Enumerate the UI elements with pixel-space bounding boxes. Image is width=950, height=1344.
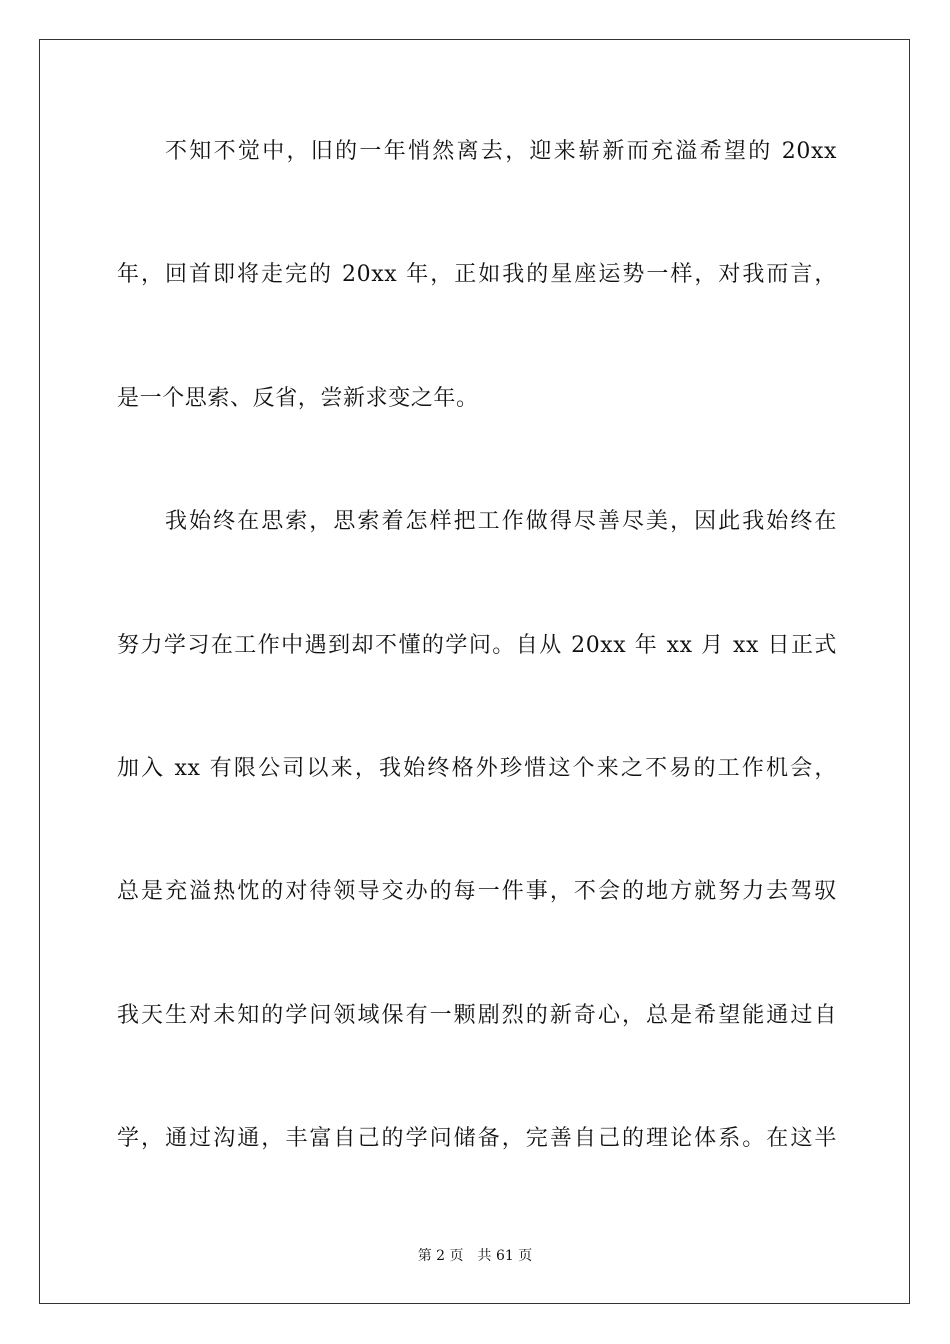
total-pages: 共 61 页 [477,1248,533,1264]
page-footer [0,1247,950,1265]
text-line-2: 年，回首即将走完的 20xx 年，正如我的星座运势一样，对我而言， [117,262,837,287]
text-line-9: 学，通过沟通，丰富自己的学问储备，完善自己的理论体系。在这半 [117,1126,837,1151]
text-line-8: 我天生对未知的学问领域保有一颗剧烈的新奇心，总是希望能通过自 [117,1003,837,1028]
text-line-6: 加入 xx 有限公司以来，我始终格外珍惜这个来之不易的工作机会， [117,756,837,781]
page-border [39,39,910,1304]
text-line-5: 努力学习在工作中遇到却不懂的学问。自从 20xx 年 xx 月 xx 日正式 [117,633,837,658]
text-line-4: 我始终在思索，思索着怎样把工作做得尽善尽美，因此我始终在 [165,509,837,534]
page-number: 第 2 页 [417,1248,464,1264]
text-line-3: 是一个思索、反省，尝新求变之年。 [117,386,479,411]
text-line-7: 总是充溢热忱的对待领导交办的每一件事，不会的地方就努力去驾驭 [117,879,837,904]
text-line-1: 不知不觉中，旧的一年悄然离去，迎来崭新而充溢希望的 20xx [165,139,837,164]
